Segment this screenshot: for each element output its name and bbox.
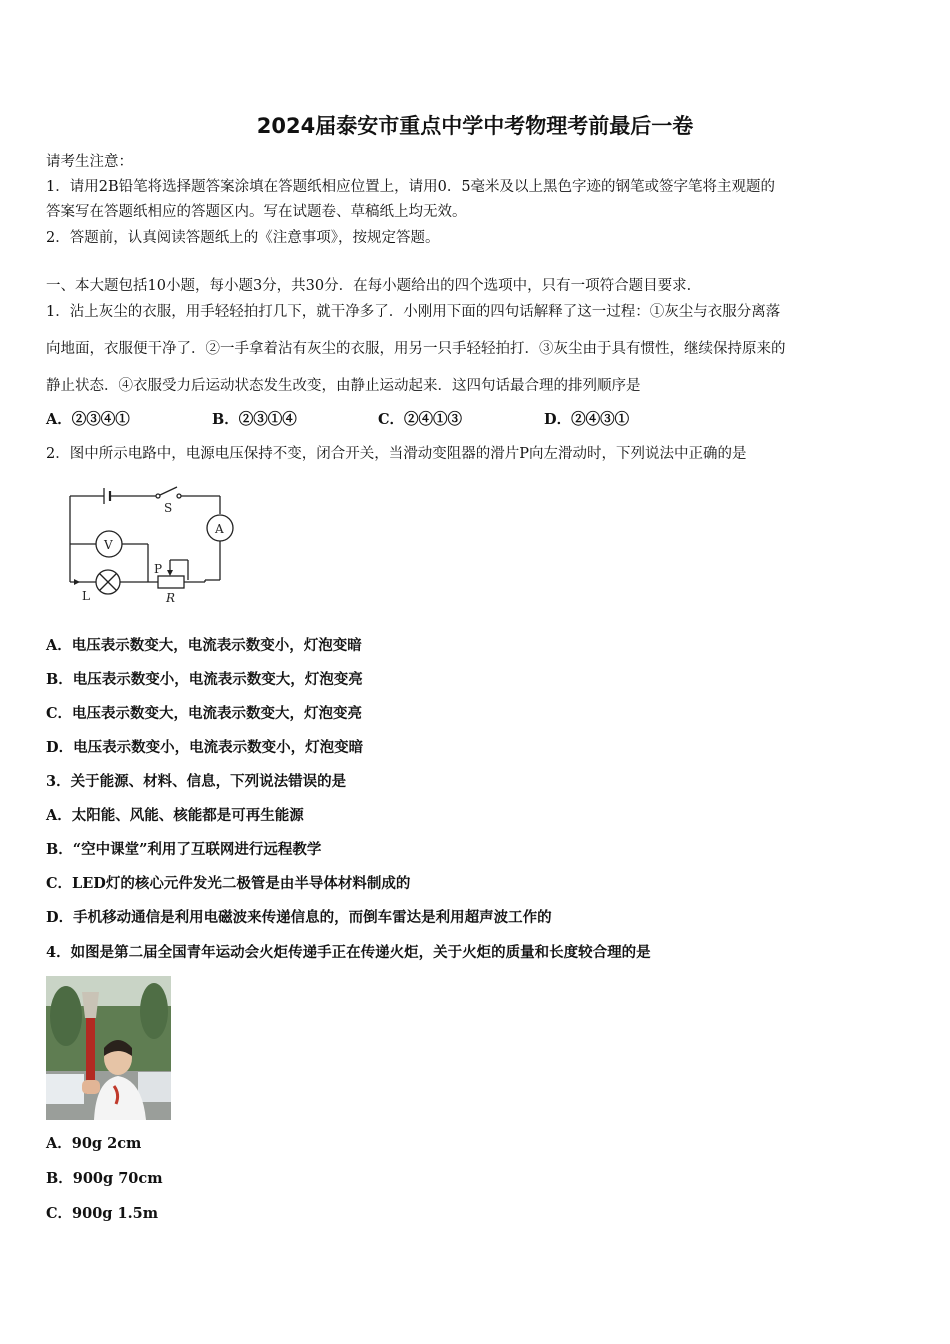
q2-option-d: D．电压表示数变小，电流表示数变小，灯泡变暗 bbox=[46, 739, 364, 756]
q3-option-b: B．“空中课堂”利用了互联网进行远程教学 bbox=[46, 841, 322, 858]
notice-item-1-line-2: 答案写在答题纸相应的答题区内。写在试题卷、草稿纸上均无效。 bbox=[46, 204, 467, 220]
q1-option-d: D．②④③① bbox=[544, 411, 630, 428]
q1-option-c: C．②④①③ bbox=[378, 411, 463, 428]
q4-stem: 4．如图是第二届全国青年运动会火炬传递手正在传递火炬，关于火炬的质量和长度较合理的是 bbox=[46, 944, 651, 961]
q1-option-a: A．②③④① bbox=[46, 411, 130, 428]
label-slider: P bbox=[154, 562, 163, 576]
slider-arrow bbox=[167, 570, 173, 576]
q1-options bbox=[46, 408, 629, 429]
q2-option-c: C．电压表示数变大，电流表示数变大，灯泡变亮 bbox=[46, 705, 363, 722]
label-switch: S bbox=[164, 501, 173, 515]
q3-stem: 3．关于能源、材料、信息，下列说法错误的是 bbox=[46, 773, 347, 790]
q1-option-b: B．②③①④ bbox=[212, 411, 297, 428]
q3-option-c: C．LED灯的核心元件发光二极管是由半导体材料制成的 bbox=[46, 875, 411, 892]
section-1-heading: 一、本大题包括10小题，每小题3分，共30分．在每小题给出的四个选项中，只有一项符合题目要求． bbox=[46, 278, 702, 294]
label-ammeter: A bbox=[215, 522, 224, 536]
circuit-diagram bbox=[60, 478, 250, 608]
q1-stem-line-3: 静止状态．④衣服受力后运动状态发生改变，由静止运动起来．这四句话最合理的排列顺序是 bbox=[46, 378, 641, 394]
label-lamp: L bbox=[82, 589, 90, 603]
notice-item-2: 2．答题前，认真阅读答题纸上的《注意事项》，按规定答题。 bbox=[46, 230, 440, 246]
q3-option-d: D．手机移动通信是利用电磁波来传递信息的，而倒车雷达是利用超声波工作的 bbox=[46, 909, 552, 926]
page-title: 2024届泰安市重点中学中考物理考前最后一卷 bbox=[256, 114, 694, 138]
rheostat-body bbox=[158, 576, 184, 588]
q1-stem-line-1: 1．沾上灰尘的衣服，用手轻轻拍打几下，就干净多了．小刚用下面的四句话解释了这一过程：①灰尘与衣服分离落 bbox=[46, 304, 781, 320]
torch-bearer-photo bbox=[46, 976, 171, 1120]
q4-option-b: B．900g 70cm bbox=[46, 1170, 163, 1187]
q4-option-c: C．900g 1.5m bbox=[46, 1205, 159, 1222]
q1-stem-line-2: 向地面，衣服便干净了．②一手拿着沾有灰尘的衣服，用另一只手轻轻拍打．③灰尘由于具有惯性，继续保持原来的 bbox=[46, 341, 786, 357]
label-rheostat: R bbox=[166, 591, 176, 605]
notice-heading: 请考生注意： bbox=[46, 154, 133, 170]
q4-option-a: A．90g 2cm bbox=[46, 1135, 142, 1152]
q2-stem: 2．图中所示电路中，电源电压保持不变，闭合开关，当滑动变阻器的滑片P向左滑动时，下列说法中正确的是 bbox=[46, 446, 747, 462]
switch-left-contact bbox=[156, 494, 160, 498]
q3-option-a: A．太阳能、风能、核能都是可再生能源 bbox=[46, 807, 304, 824]
label-voltmeter: V bbox=[104, 538, 113, 552]
q2-option-b: B．电压表示数变小，电流表示数变大，灯泡变亮 bbox=[46, 671, 363, 688]
switch-right-contact bbox=[177, 494, 181, 498]
current-arrow bbox=[74, 579, 80, 585]
q2-option-a: A．电压表示数变大，电流表示数变小，灯泡变暗 bbox=[46, 637, 362, 654]
notice-item-1-line-1: 1．请用2B铅笔将选择题答案涂填在答题纸相应位置上，请用0．5毫米及以上黑色字迹的钢笔或签字笔将主观题的 bbox=[46, 179, 776, 195]
switch-blade bbox=[160, 487, 177, 495]
